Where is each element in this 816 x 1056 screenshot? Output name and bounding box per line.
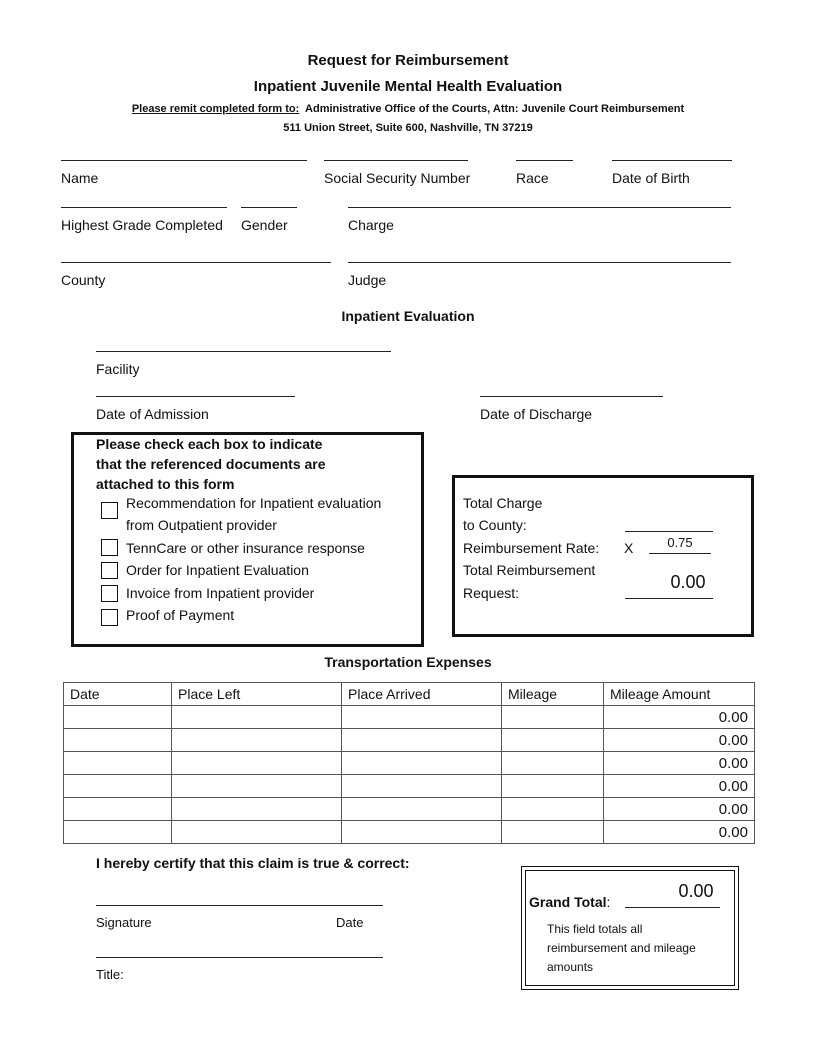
mileage-amount-cell: 0.00 [604, 821, 755, 844]
mileage-cell[interactable] [502, 752, 604, 775]
admission-field[interactable] [96, 396, 295, 397]
place-left-cell[interactable] [172, 752, 342, 775]
place-left-cell[interactable] [172, 775, 342, 798]
remit-address: 511 Union Street, Suite 600, Nashville, TN 37219 [283, 122, 533, 134]
county-field[interactable] [61, 262, 331, 263]
place-left-cell[interactable] [172, 798, 342, 821]
total-reimbursement-label-2: Request: [463, 585, 520, 601]
table-row [64, 798, 755, 821]
column-header-date: Date [64, 683, 172, 706]
mileage-cell[interactable] [502, 821, 604, 844]
rate-field [649, 553, 711, 554]
date-cell[interactable] [64, 775, 172, 798]
date-cell[interactable] [64, 798, 172, 821]
checkbox-tenncare[interactable] [101, 539, 118, 556]
discharge-label: Date of Discharge [480, 406, 593, 422]
date-cell[interactable] [64, 752, 172, 775]
date-label: Date [336, 915, 364, 930]
mileage-cell[interactable] [502, 775, 604, 798]
mileage-amount-cell: 0.00 [604, 706, 755, 729]
grand-total-note-3: amounts [547, 960, 594, 974]
ssn-field[interactable] [324, 160, 468, 161]
judge-label: Judge [348, 272, 387, 288]
grand-total-note-2: reimbursement and mileage [547, 941, 696, 955]
certify-statement: I hereby certify that this claim is true & correct: [96, 855, 410, 871]
column-header-place-left: Place Left [172, 683, 342, 706]
form-title: Request for Reimbursement [307, 52, 509, 69]
checklist-instruction-3: attached to this form [96, 476, 235, 492]
mileage-cell[interactable] [502, 798, 604, 821]
facility-label: Facility [96, 361, 140, 377]
grade-label: Highest Grade Completed [61, 217, 223, 233]
transportation-table [63, 682, 755, 844]
mileage-cell[interactable] [502, 729, 604, 752]
title-field[interactable] [96, 957, 383, 958]
checkbox-invoice-label: Invoice from Inpatient provider [126, 585, 315, 601]
title-label: Title: [96, 967, 124, 982]
place-arrived-cell[interactable] [342, 775, 502, 798]
evaluation-heading: Inpatient Evaluation [341, 308, 475, 324]
table-row [64, 775, 755, 798]
checkbox-payment[interactable] [101, 609, 118, 626]
charge-label: Charge [348, 217, 394, 233]
charge-field[interactable] [348, 207, 731, 208]
mileage-amount-cell: 0.00 [604, 729, 755, 752]
signature-label: Signature [96, 915, 152, 930]
date-cell[interactable] [64, 729, 172, 752]
gender-label: Gender [241, 217, 288, 233]
name-field[interactable] [61, 160, 307, 161]
place-arrived-cell[interactable] [342, 752, 502, 775]
grade-field[interactable] [61, 207, 227, 208]
total-reimbursement-label: Total Reimbursement [463, 562, 596, 578]
grand-total-value: 0.00 [678, 881, 714, 901]
name-label: Name [61, 170, 99, 186]
rate-value: 0.75 [667, 535, 693, 550]
checkbox-invoice[interactable] [101, 585, 118, 602]
table-row [64, 821, 755, 844]
table-row [64, 752, 755, 775]
checkbox-recommendation[interactable] [101, 502, 118, 519]
table-row [64, 729, 755, 752]
gender-field[interactable] [241, 207, 297, 208]
signature-field[interactable] [96, 905, 383, 906]
checkbox-recommendation-label-2: from Outpatient provider [126, 517, 277, 533]
judge-field[interactable] [348, 262, 731, 263]
facility-field[interactable] [96, 351, 391, 352]
county-label: County [61, 272, 106, 288]
place-left-cell[interactable] [172, 729, 342, 752]
place-left-cell[interactable] [172, 706, 342, 729]
mileage-cell[interactable] [502, 706, 604, 729]
dob-label: Date of Birth [612, 170, 690, 186]
column-header-mileage-amount: Mileage Amount [604, 683, 755, 706]
total-reimbursement-field [625, 598, 713, 599]
race-field[interactable] [516, 160, 573, 161]
rate-label: Reimbursement Rate: [463, 540, 600, 556]
date-cell[interactable] [64, 706, 172, 729]
total-charge-label-2: to County: [463, 517, 527, 533]
grand-total-colon: : [606, 894, 611, 910]
column-header-place-arrived: Place Arrived [342, 683, 502, 706]
remit-to: Administrative Office of the Courts, Attn: Juvenile Court Reimbursement [305, 103, 685, 115]
discharge-field[interactable] [480, 396, 663, 397]
dob-field[interactable] [612, 160, 732, 161]
mileage-amount-cell: 0.00 [604, 752, 755, 775]
place-arrived-cell[interactable] [342, 729, 502, 752]
transportation-heading: Transportation Expenses [324, 654, 492, 670]
checkbox-payment-label: Proof of Payment [126, 607, 235, 623]
total-charge-field[interactable] [625, 531, 713, 532]
checklist-instruction-2: that the referenced documents are [96, 456, 326, 472]
multiply-sign: X [624, 540, 634, 556]
place-arrived-cell[interactable] [342, 798, 502, 821]
table-header-row [64, 683, 755, 706]
checkbox-tenncare-label: TennCare or other insurance response [126, 540, 365, 556]
remit-label: Please remit completed form to: [131, 103, 300, 115]
checkbox-recommendation-label: Recommendation for Inpatient evaluation [126, 495, 382, 511]
checkbox-order-label: Order for Inpatient Evaluation [126, 562, 309, 578]
checkbox-order[interactable] [101, 562, 118, 579]
table-row [64, 706, 755, 729]
place-arrived-cell[interactable] [342, 821, 502, 844]
date-cell[interactable] [64, 821, 172, 844]
place-left-cell[interactable] [172, 821, 342, 844]
race-label: Race [516, 170, 549, 186]
form-subtitle: Inpatient Juvenile Mental Health Evaluation [253, 78, 563, 95]
ssn-label: Social Security Number [324, 170, 471, 186]
column-header-mileage: Mileage [502, 683, 604, 706]
grand-total-note-1: This field totals all [547, 922, 643, 936]
checklist-instruction-1: Please check each box to indicate [96, 436, 323, 452]
mileage-amount-cell: 0.00 [604, 798, 755, 821]
grand-total-field [625, 907, 720, 908]
remit-line [0, 103, 816, 115]
grand-total-label: Grand Total [529, 894, 607, 910]
place-arrived-cell[interactable] [342, 706, 502, 729]
mileage-amount-cell: 0.00 [604, 775, 755, 798]
total-reimbursement-value: 0.00 [670, 572, 706, 592]
grand-total-label-group [529, 894, 610, 910]
admission-label: Date of Admission [96, 406, 209, 422]
total-charge-label: Total Charge [463, 495, 543, 511]
